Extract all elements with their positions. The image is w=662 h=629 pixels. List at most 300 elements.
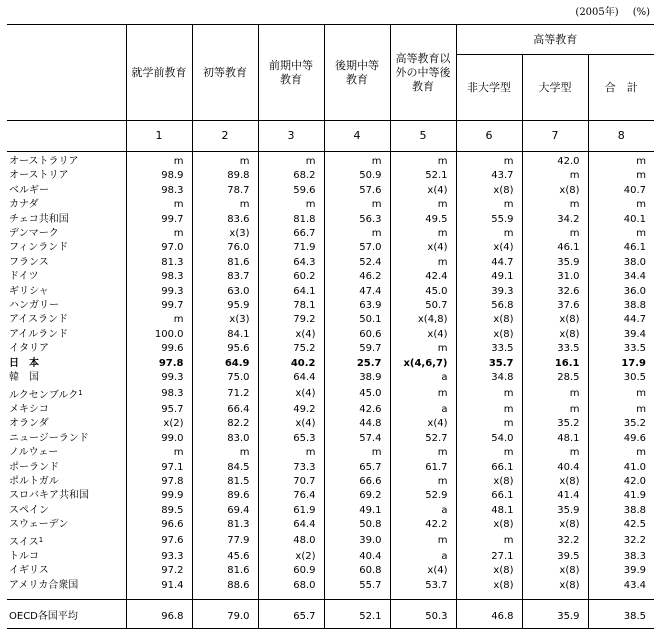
value-cell: 93.3 [126,550,192,564]
header-corner [7,25,126,121]
value-cell: 38.8 [588,299,654,313]
value-cell: 56.3 [324,213,390,227]
value-cell: 59.6 [258,184,324,198]
value-cell: x(8) [522,579,588,593]
value-cell: 54.0 [456,432,522,446]
value-cell: x(8) [522,184,588,198]
value-cell: 32.2 [588,533,654,550]
value-cell: m [126,446,192,460]
country-label: イタリア [9,343,49,355]
table-row [7,403,654,417]
country-label: 韓 国 [9,372,39,384]
value-cell: 41.9 [588,489,654,503]
value-cell: 50.8 [324,518,390,532]
country-name [7,285,126,299]
country-name [7,299,126,313]
value-cell: x(8) [456,184,522,198]
table-row [7,357,654,371]
country-name [7,198,126,212]
value-cell: 33.5 [522,342,588,356]
value-cell: 45.0 [324,386,390,403]
country-name [7,184,126,198]
value-cell: 63.9 [324,299,390,313]
country-label: オーストラリア [9,156,79,167]
country-name [7,403,126,417]
value-cell: 76.4 [258,489,324,503]
table-row [7,256,654,270]
value-cell: 49.6 [588,432,654,446]
value-cell: x(4) [258,386,324,403]
value-cell: 64.4 [258,518,324,532]
value-cell: 81.3 [126,256,192,270]
value-cell: 88.6 [192,579,258,593]
table-row [7,342,654,356]
value-cell: a [390,403,456,417]
value-cell: m [324,446,390,460]
value-cell: x(4) [390,417,456,431]
table-row [7,313,654,327]
value-cell: 81.8 [258,213,324,227]
value-cell: 38.8 [588,504,654,518]
oecd-average-row [7,600,654,629]
value-cell: 35.2 [522,417,588,431]
value-cell: 37.6 [522,299,588,313]
value-cell: m [324,227,390,241]
footnote-marker: 1 [78,388,83,397]
value-cell: 38.9 [324,371,390,385]
value-cell: 68.2 [258,169,324,183]
value-cell: 38.3 [588,550,654,564]
value-cell: m [192,198,258,212]
value-cell: x(3) [192,313,258,327]
country-name [7,475,126,489]
value-cell: x(4) [390,241,456,255]
value-cell: 40.4 [522,461,588,475]
value-cell: 81.5 [192,475,258,489]
value-cell: 52.1 [324,600,390,629]
country-name [7,386,126,403]
col-header-8: 合 計 [588,55,654,121]
country-label: チェコ共和国 [9,213,69,225]
country-label: オーストリア [9,170,69,182]
table-row [7,446,654,460]
value-cell: m [390,533,456,550]
col-header-5: 高等教育以 外の中等後 教育 [390,25,456,121]
value-cell: x(4,8) [390,313,456,327]
tertiary-group-header: 高等教育 [456,25,654,55]
value-cell: 48.1 [522,432,588,446]
value-cell: m [390,342,456,356]
value-cell: 31.0 [522,270,588,284]
value-cell: 49.5 [390,213,456,227]
table-header [7,25,654,152]
value-cell: x(8) [456,579,522,593]
country-label: ルクセンブルク [9,389,79,401]
value-cell: 98.3 [126,184,192,198]
col-number-4: 4 [324,121,390,152]
value-cell: m [390,256,456,270]
value-cell: 57.0 [324,241,390,255]
value-cell: 60.8 [324,564,390,578]
value-cell: 73.3 [258,461,324,475]
value-cell: 91.4 [126,579,192,593]
value-cell: 42.5 [588,518,654,532]
value-cell: 36.0 [588,285,654,299]
value-cell: 59.7 [324,342,390,356]
value-cell: 64.1 [258,285,324,299]
value-cell: m [456,386,522,403]
value-cell: m [456,417,522,431]
value-cell: 89.8 [192,169,258,183]
value-cell: m [522,169,588,183]
country-label: フランス [9,256,49,268]
value-cell: 99.3 [126,371,192,385]
value-cell: m [456,152,522,170]
value-cell: m [126,198,192,212]
country-name [7,489,126,503]
value-cell: 34.2 [522,213,588,227]
value-cell: a [390,371,456,385]
table-row [7,386,654,403]
value-cell: x(8) [456,328,522,342]
value-cell: m [258,198,324,212]
value-cell: 57.4 [324,432,390,446]
country-label: ベルギー [9,184,49,196]
col-number-6: 6 [456,121,522,152]
country-name [7,564,126,578]
value-cell: x(4) [258,328,324,342]
country-label: イギリス [9,565,49,577]
table-body [7,152,654,629]
country-name [7,270,126,284]
value-cell: 35.9 [522,256,588,270]
value-cell: m [588,227,654,241]
country-label: ポルトガル [9,475,59,487]
col-header-2: 初等教育 [192,25,258,121]
value-cell: 89.5 [126,504,192,518]
value-cell: 32.2 [522,533,588,550]
value-cell: 66.4 [192,403,258,417]
value-cell: m [192,152,258,170]
country-name [7,504,126,518]
value-cell: 50.3 [390,600,456,629]
col-header-6: 非大学型 [456,55,522,121]
value-cell: 49.2 [258,403,324,417]
table-row [7,241,654,255]
value-cell: m [522,386,588,403]
value-cell: 56.8 [456,299,522,313]
value-cell: m [456,533,522,550]
country-name [7,256,126,270]
country-name [7,432,126,446]
country-label: トルコ [9,550,39,562]
value-cell: 60.9 [258,564,324,578]
country-name [7,152,126,170]
value-cell: x(8) [522,564,588,578]
value-cell: 99.6 [126,342,192,356]
value-cell: 46.1 [588,241,654,255]
value-cell: m [390,198,456,212]
table-row [7,564,654,578]
country-name [7,357,126,371]
value-cell: 30.5 [588,371,654,385]
country-label: アイスランド [9,314,68,326]
value-cell: x(8) [456,313,522,327]
value-cell: 17.9 [588,357,654,371]
value-cell: m [390,152,456,170]
table-row [7,533,654,550]
value-cell: 77.9 [192,533,258,550]
value-cell: 65.7 [258,600,324,629]
value-cell: 32.6 [522,285,588,299]
value-cell: 66.1 [456,489,522,503]
value-cell: 35.7 [456,357,522,371]
country-label: デンマーク [9,228,59,240]
country-label: スイス [9,536,39,548]
value-cell: 40.4 [324,550,390,564]
value-cell: 97.8 [126,475,192,489]
table-row [7,550,654,564]
value-cell: 52.1 [390,169,456,183]
country-label: スウェーデン [9,519,69,531]
value-cell: 46.8 [456,600,522,629]
value-cell: 95.7 [126,403,192,417]
value-cell: a [390,504,456,518]
value-cell: m [588,403,654,417]
table-row [7,371,654,385]
value-cell: 49.1 [456,270,522,284]
value-cell: 78.7 [192,184,258,198]
country-name [7,550,126,564]
value-cell: 95.6 [192,342,258,356]
value-cell: 81.3 [192,518,258,532]
value-cell: 66.7 [258,227,324,241]
table-row [7,198,654,212]
country-name [7,313,126,327]
country-label: アイルランド [9,328,69,340]
value-cell: 89.6 [192,489,258,503]
value-cell: 40.7 [588,184,654,198]
country-label: アメリカ合衆国 [9,579,79,591]
value-cell: 66.1 [456,461,522,475]
country-name [7,342,126,356]
value-cell: m [324,198,390,212]
value-cell: 95.9 [192,299,258,313]
country-name [7,417,126,431]
value-cell: 44.8 [324,417,390,431]
value-cell: 43.4 [588,579,654,593]
country-label: 日 本 [9,357,39,369]
country-label: OECD各国平均 [9,610,78,622]
value-cell: m [390,386,456,403]
footnote-marker: 1 [38,535,44,544]
table-row [7,184,654,198]
value-cell: m [522,227,588,241]
value-cell: 34.4 [588,270,654,284]
value-cell: 50.9 [324,169,390,183]
value-cell: x(8) [522,518,588,532]
country-label: メキシコ [9,403,49,415]
value-cell: 65.3 [258,432,324,446]
value-cell: m [456,446,522,460]
col-header-4: 後期中等 教育 [324,25,390,121]
value-cell: 97.1 [126,461,192,475]
value-cell: 48.1 [456,504,522,518]
value-cell: 50.1 [324,313,390,327]
value-cell: 25.7 [324,357,390,371]
value-cell: 45.0 [390,285,456,299]
value-cell: 96.6 [126,518,192,532]
value-cell: 41.0 [588,461,654,475]
value-cell: 97.6 [126,533,192,550]
country-name [7,227,126,241]
value-cell: 55.7 [324,579,390,593]
value-cell: 64.4 [258,371,324,385]
value-cell: 52.7 [390,432,456,446]
value-cell: x(4) [390,564,456,578]
value-cell: 35.9 [522,600,588,629]
value-cell: x(4) [456,241,522,255]
value-cell: m [588,446,654,460]
value-cell: m [588,152,654,170]
value-cell: 44.7 [456,256,522,270]
country-name [7,371,126,385]
value-cell: 55.9 [456,213,522,227]
value-cell: x(4) [258,417,324,431]
value-cell: 27.1 [456,550,522,564]
value-cell: 47.4 [324,285,390,299]
value-cell: m [192,446,258,460]
value-cell: 83.6 [192,213,258,227]
value-cell: 39.0 [324,533,390,550]
value-cell: m [588,386,654,403]
value-cell: 48.0 [258,533,324,550]
value-cell: m [390,475,456,489]
value-cell: 46.1 [522,241,588,255]
value-cell: 99.7 [126,299,192,313]
value-cell: m [324,152,390,170]
value-cell: 65.7 [324,461,390,475]
table-row [7,169,654,183]
value-cell: 98.9 [126,169,192,183]
country-label: ポーランド [9,461,59,473]
country-label: フィンランド [9,242,69,254]
table-row [7,152,654,170]
value-cell: x(3) [192,227,258,241]
country-label: ギリシャ [9,285,49,297]
value-cell: m [588,198,654,212]
number-corner [7,121,126,152]
value-cell: 45.6 [192,550,258,564]
value-cell: m [126,227,192,241]
col-number-3: 3 [258,121,324,152]
value-cell: m [126,313,192,327]
value-cell: 69.2 [324,489,390,503]
value-cell: a [390,550,456,564]
value-cell: m [456,198,522,212]
country-name [7,461,126,475]
table-row [7,579,654,593]
value-cell: 97.8 [126,357,192,371]
value-cell: 52.4 [324,256,390,270]
value-cell: 66.6 [324,475,390,489]
value-cell: x(2) [126,417,192,431]
value-cell: x(8) [522,328,588,342]
value-cell: 39.3 [456,285,522,299]
value-cell: 83.0 [192,432,258,446]
col-header-3: 前期中等 教育 [258,25,324,121]
country-label: ドイツ [9,271,39,283]
table-row [7,227,654,241]
col-header-7: 大学型 [522,55,588,121]
value-cell: m [522,198,588,212]
col-number-2: 2 [192,121,258,152]
value-cell: 38.5 [588,600,654,629]
table-row [7,328,654,342]
value-cell: 79.2 [258,313,324,327]
value-cell: 42.4 [390,270,456,284]
value-cell: 57.6 [324,184,390,198]
value-cell: 53.7 [390,579,456,593]
value-cell: m [390,446,456,460]
table-row [7,417,654,431]
table-row [7,285,654,299]
country-label: ニュージーランド [9,432,89,444]
value-cell: 84.5 [192,461,258,475]
value-cell: 81.6 [192,256,258,270]
value-cell: 63.0 [192,285,258,299]
value-cell: 68.0 [258,579,324,593]
country-label: スペイン [9,504,49,516]
value-cell: 35.2 [588,417,654,431]
value-cell: m [390,227,456,241]
value-cell: 84.1 [192,328,258,342]
value-cell: m [456,403,522,417]
value-cell: 76.0 [192,241,258,255]
table-row [7,475,654,489]
value-cell: 44.7 [588,313,654,327]
value-cell: 52.9 [390,489,456,503]
value-cell: 46.2 [324,270,390,284]
value-cell: x(8) [522,475,588,489]
value-cell: x(8) [456,518,522,532]
value-cell: 61.7 [390,461,456,475]
value-cell: 49.1 [324,504,390,518]
value-cell: 64.9 [192,357,258,371]
value-cell: 28.5 [522,371,588,385]
value-cell: 100.0 [126,328,192,342]
value-cell: 34.8 [456,371,522,385]
value-cell: 98.3 [126,386,192,403]
value-cell: x(8) [456,564,522,578]
value-cell: 97.2 [126,564,192,578]
value-cell: 41.4 [522,489,588,503]
country-name [7,169,126,183]
value-cell: m [522,403,588,417]
value-cell: m [258,446,324,460]
country-label: オランダ [9,418,49,430]
value-cell: 99.0 [126,432,192,446]
value-cell: 99.3 [126,285,192,299]
value-cell: 40.2 [258,357,324,371]
value-cell: 75.0 [192,371,258,385]
col-number-1: 1 [126,121,192,152]
table-row [7,270,654,284]
value-cell: m [588,169,654,183]
value-cell: x(4) [390,184,456,198]
value-cell: 81.6 [192,564,258,578]
value-cell: 39.4 [588,328,654,342]
